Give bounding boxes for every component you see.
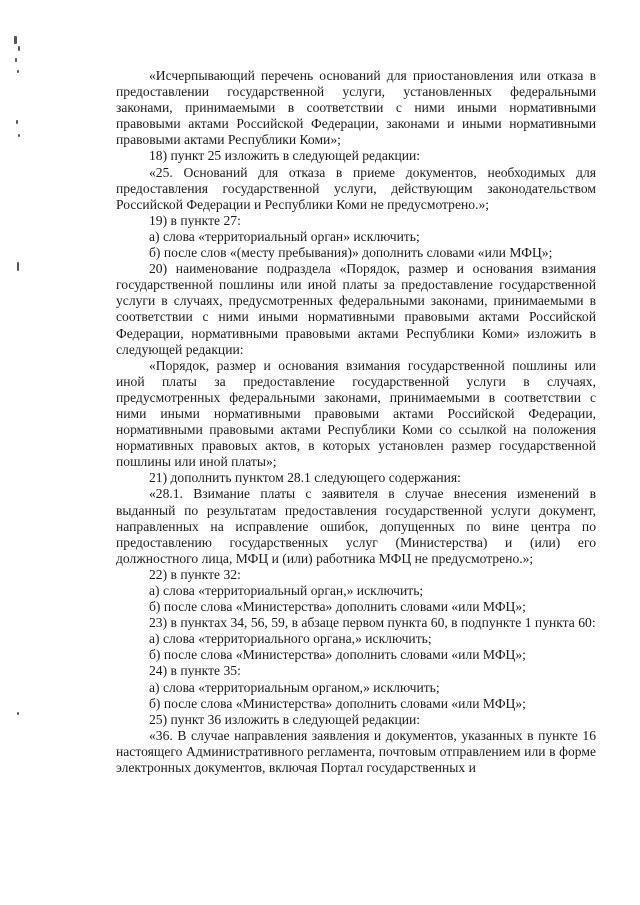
- paragraph: а) слова «территориального органа,» исключить;: [149, 631, 432, 647]
- paragraph: 24) в пункте 35:: [149, 663, 241, 679]
- paragraph: «Исчерпывающий перечень оснований для приостановления или отказа в предоставлении государственной услуги, установленных федеральными законами, принимаемыми в соответствии с ними иными нормативными правовыми актами Российской Федерации, законами и иными нормативными правовыми актами Республики Коми»;: [116, 68, 596, 148]
- paragraph: а) слова «территориальный орган» исключить;: [149, 228, 420, 244]
- paragraph: б) после слов «(месту пребывания)» дополнить словами «или МФЦ»;: [149, 245, 553, 261]
- paragraph: б) после слова «Министерства» дополнить словами «или МФЦ»;: [149, 647, 526, 663]
- paragraph: а) слова «территориальным органом,» исключить;: [149, 679, 440, 695]
- paragraph: б) после слова «Министерства» дополнить словами «или МФЦ»;: [149, 695, 526, 711]
- paragraph: «Порядок, размер и основания взимания государственной пошлины или иной платы за предоставление государственной услуги в случаях, предусмотренных федеральными законами, принимаемыми в соответствии с ними иными нормативными правовыми актами Российской Федерации, нормативными правовыми актами Республики Коми со ссылкой на положения нормативных правовых актов, в которых установлен размер государственной пошлины или иной платы»;: [116, 357, 596, 470]
- paragraph: 25) пункт 36 изложить в следующей редакции:: [149, 711, 421, 727]
- paragraph: 21) дополнить пунктом 28.1 следующего содержания:: [149, 470, 461, 486]
- paragraph: «36. В случае направления заявления и документов, указанных в пункте 16 настоящего Административного регламента, почтовым отправлением или в форме электронных документов, включая Портал государственных и: [116, 727, 596, 776]
- paragraph: 19) в пункте 27:: [149, 212, 241, 228]
- paragraph: «25. Оснований для отказа в приеме документов, необходимых для предоставления государственной услуги, действующим законодательством Российской Федерации и Республики Коми не предусмотрено.»;: [116, 164, 596, 212]
- paragraph: «28.1. Взимание платы с заявителя в случае внесения изменений в выданный по результатам предоставления государственной услуги документ, направленных на исправление ошибок, допущенных по вине центра по предоставлению государственных услуг (Министерства) и (или) его должностного лица, МФЦ и (или) работника МФЦ не предусмотрено.»;: [116, 486, 596, 566]
- paragraph: б) после слова «Министерства» дополнить словами «или МФЦ»;: [149, 599, 526, 615]
- document-page: [116, 68, 596, 776]
- paragraph: а) слова «территориальный орган,» исключить;: [149, 583, 424, 598]
- paragraph: 20) наименование подраздела «Порядок, размер и основания взимания государственной пошлины или иной платы за предоставление государственной услуги в случаях, предусмотренных федеральными законами, принимаемыми в соответствии с ними иными нормативными правовыми актами Российской Федерации, нормативными правовыми актами Республики Коми» изложить в следующей редакции:: [116, 261, 596, 357]
- paragraph: 18) пункт 25 изложить в следующей редакции:: [149, 148, 421, 164]
- paragraph: 23) в пунктах 34, 56, 59, в абзаце первом пункта 60, в подпункте 1 пункта 60:: [149, 615, 596, 631]
- paragraph: 22) в пункте 32:: [149, 566, 241, 582]
